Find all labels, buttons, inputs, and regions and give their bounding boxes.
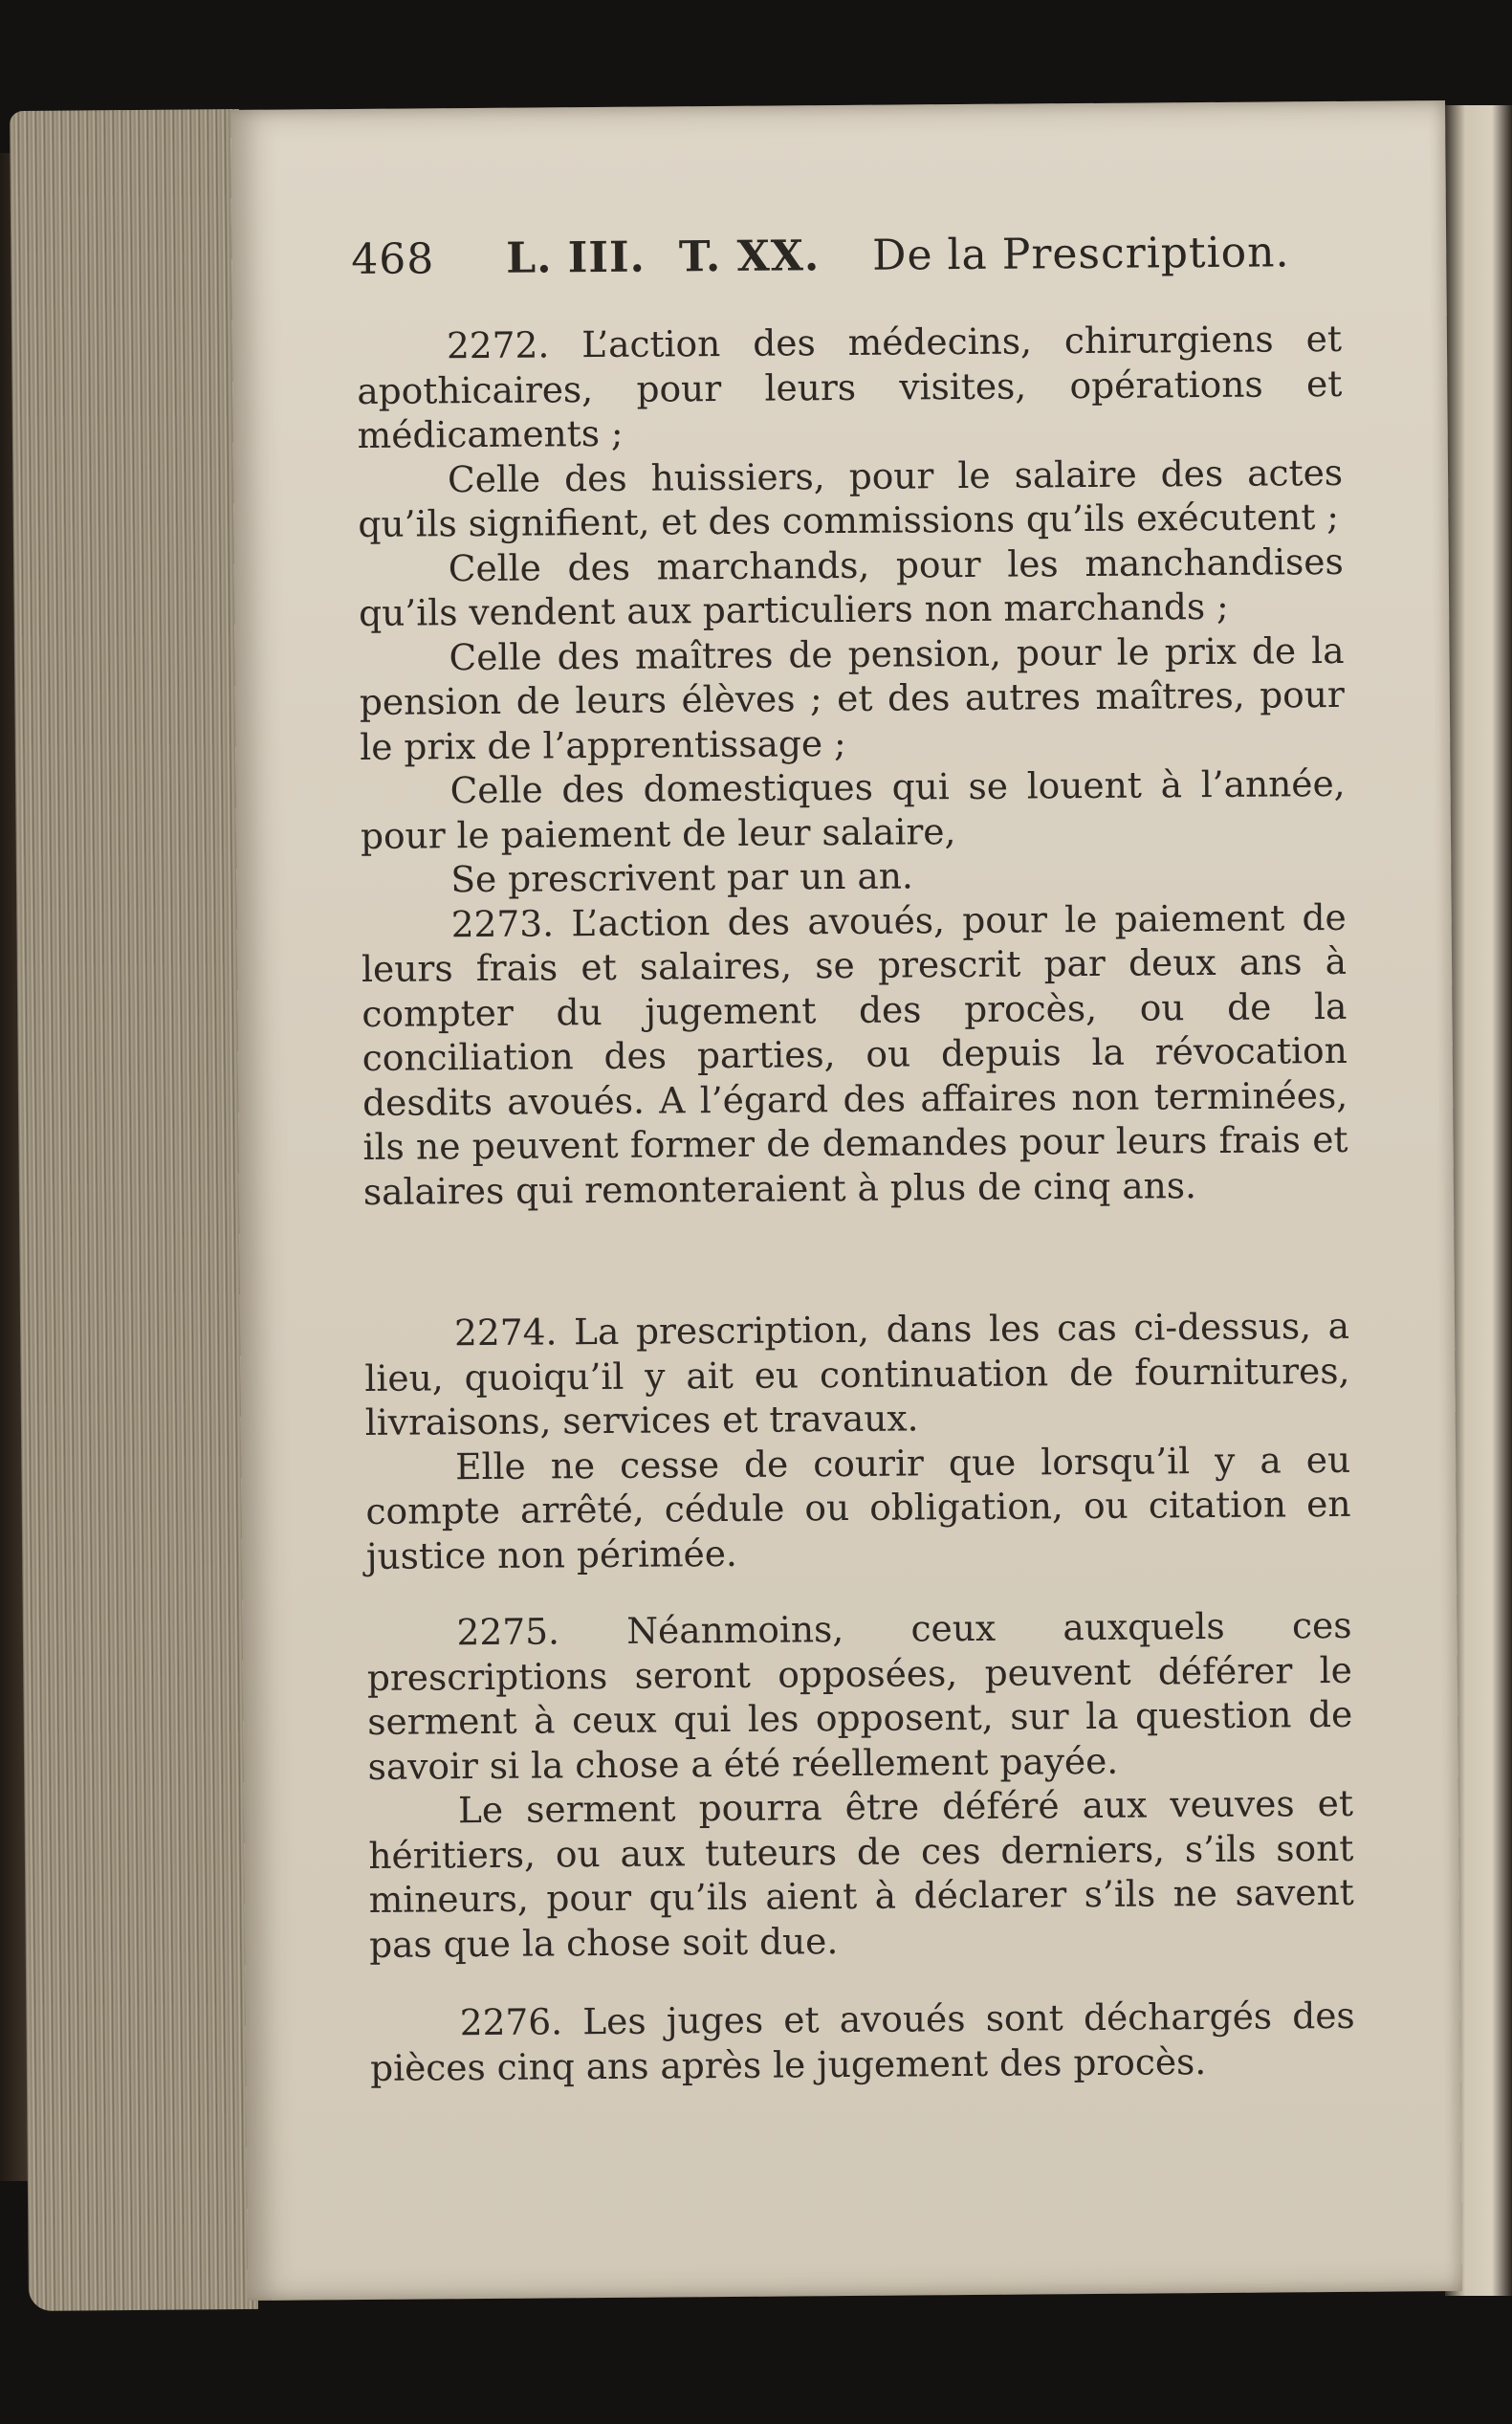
paragraph-cesse-courir: Elle ne cesse de courir que lorsqu’il y a eu compte arrêté, cédule ou obligation, ou citation en justice non périmée. xyxy=(365,1438,1351,1577)
paragraph-2272: 2272. L’action des médecins, chirurgiens et apothicaires, pour leurs visites, opérations et médicaments ; xyxy=(357,317,1343,456)
paragraph-marchands: Celle des marchands, pour les manchandises qu’ils vendent aux particuliers non marchands ; xyxy=(358,540,1344,634)
paragraph-maitres-pension: Celle des maîtres de pension, pour le prix de la pension de leurs élèves ; et des autres maîtres, pour le prix de l’apprentissage ; xyxy=(359,628,1346,768)
article-2275-block xyxy=(366,1603,1354,1967)
article-2274-block xyxy=(364,1304,1351,1578)
page-number: 468 xyxy=(351,234,435,285)
book-page xyxy=(230,100,1462,2301)
paragraph-2273: 2273. L’action des avoués, pour le paiement de leurs frais et salaires, se prescrit par deux ans à compter du jugement des procès, ou de la conciliation des parties, ou depuis la révocation desdits avoués. A l’égard des affaires non terminées, ils ne peuvent former de demandes pour leurs frais et salaires qui remonteraient à plus de cinq ans. xyxy=(361,895,1348,1213)
paragraph-2274: 2274. La prescription, dans les cas ci-dessus, a lieu, quoiqu’il y ait eu continuation de fournitures, livraisons, services et travaux. xyxy=(364,1304,1350,1443)
paragraph-2276: 2276. Les juges et avoués sont déchargés des pièces cinq ans après le jugement des procès. xyxy=(369,1994,1355,2089)
title-reference: T. XX. xyxy=(678,231,821,282)
article-2276-block xyxy=(370,1994,1356,2090)
article-2272-2273-block xyxy=(357,317,1348,1214)
paragraph-2275: 2275. Néanmoins, ceux auxquels ces prescriptions seront opposées, peuvent déférer le serment à ceux qui les opposent, sur la question de savoir si la chose a été réellement payée. xyxy=(366,1603,1353,1788)
book-reference: L. III. xyxy=(506,232,646,283)
section-title: De la Prescription. xyxy=(871,228,1290,280)
page-stack-edge xyxy=(10,109,258,2311)
paragraph-domestiques: Celle des domestiques qui se louent à l’année, pour le paiement de leur salaire, xyxy=(360,761,1346,857)
running-header xyxy=(351,228,1290,284)
paragraph-prescrivent: Se prescrivent par un an. xyxy=(450,854,913,901)
paragraph-serment: Le serment pourra être déféré aux veuves et héritiers, ou aux tuteurs de ces derniers, s’ils sont mineurs, pour qu’ils aient à déclarer s’ils ne savent pas que la chose soit due. xyxy=(368,1781,1354,1966)
paragraph-huissiers: Celle des huissiers, pour le salaire des actes qu’ils signifient, et des commissions qu’ils exécutent ; xyxy=(358,451,1344,545)
